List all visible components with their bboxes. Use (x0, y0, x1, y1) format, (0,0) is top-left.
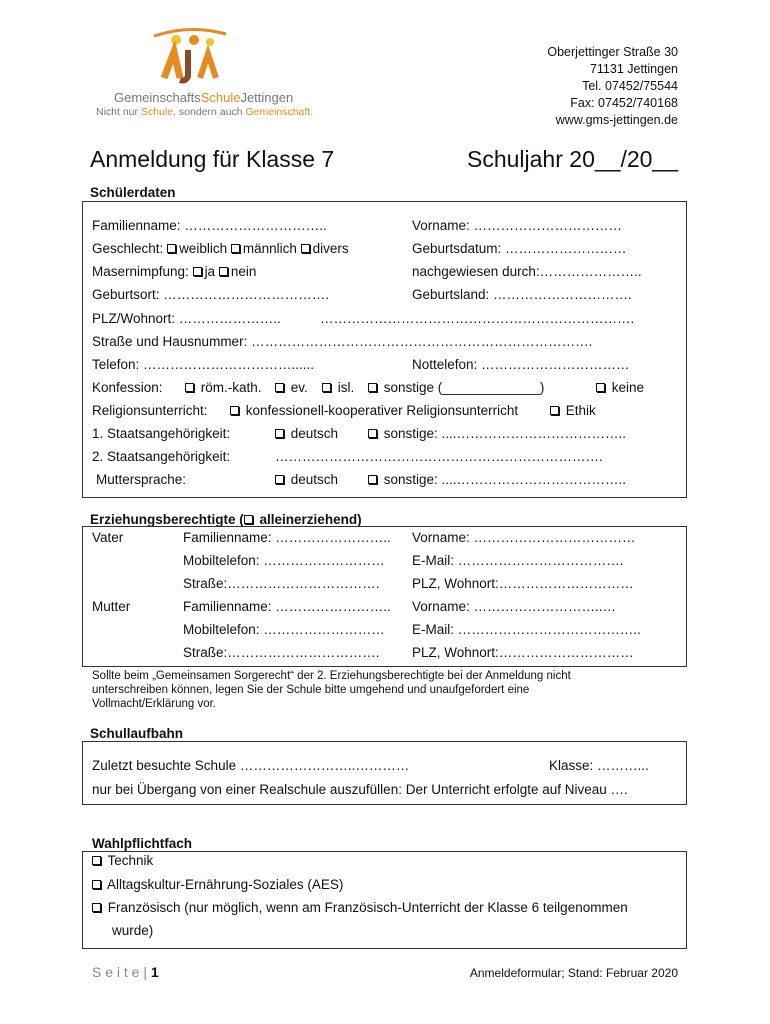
mutter-vorname[interactable]: Vorname: ………………………..… (412, 599, 617, 614)
section-heading-erziehungsberechtigte: Erziehungsberechtigte ( alleinerziehend) (90, 512, 362, 527)
nachgewiesen-field[interactable]: nachgewiesen durch:………………….. (412, 264, 642, 279)
address-phone: Tel. 07452/75544 (582, 79, 678, 93)
konfession-keine (596, 380, 644, 396)
klasse-field[interactable]: Klasse: ………... (549, 758, 649, 773)
option-staat1-deutsch: deutsch (290, 426, 339, 441)
option-maennlich: männlich (242, 241, 297, 256)
checkbox-maennlich[interactable] (231, 244, 240, 253)
staat1-label: 1. Staatsangehörigkeit: (92, 426, 231, 441)
geschlecht-label: Geschlecht: (92, 241, 164, 256)
strasse-field[interactable]: Straße und Hausnummer: …………………………………………………………………. (92, 334, 593, 349)
note-line-2: unterschreiben können, legen Sie der Schule bitte umgehend und unaufgefordert eine (92, 684, 530, 696)
konfession-sonstige (368, 380, 544, 396)
option-mutter-sonstige: sonstige: ....……………………………….. (383, 472, 627, 487)
plz-wohnort-field[interactable]: PLZ/Wohnort: ………………….. (92, 311, 281, 326)
checkbox-weiblich[interactable] (167, 244, 176, 253)
plz-wohnort-dots[interactable]: ……………………………………………………………. (320, 311, 635, 326)
religion-ethik (550, 403, 596, 419)
option-keine: keine (611, 380, 645, 395)
footer-seite-label: S e i t e (92, 964, 140, 980)
option-konfessionell: konfessionell-kooperativer Religionsunterricht (245, 403, 519, 418)
option-franzoesisch: Französisch (nur möglich, wenn am Französisch-Unterricht der Klasse 6 teilgenommen (107, 900, 628, 915)
logo-tagline: Nicht nur Schule, sondern auch Gemeinschaft. (96, 106, 314, 118)
muttersprache-sonstige (368, 472, 626, 488)
option-weiblich: weiblich (179, 241, 228, 256)
option-ja: ja (204, 264, 216, 279)
zuletzt-besuchte-schule-field[interactable]: Zuletzt besuchte Schule ……………………..………… (92, 758, 410, 773)
logo-name: GemeinschaftsSchuleJettingen (114, 90, 294, 105)
konfession-rk (185, 380, 262, 396)
vater-vorname[interactable]: Vorname: ……………………………… (412, 530, 636, 545)
checkbox-mutter-deutsch[interactable] (275, 475, 284, 484)
staat1-deutsch (275, 426, 338, 442)
option-staat1-sonstige: sonstige: ....……………………………….. (383, 426, 627, 441)
mutter-familienname[interactable]: Familienname: …………………….. (183, 599, 391, 614)
sorgerecht-note (92, 669, 571, 711)
address-city: 71131 Jettingen (589, 62, 678, 76)
checkbox-roem-kath[interactable] (185, 383, 194, 392)
checkbox-masern-nein[interactable] (219, 267, 228, 276)
footer-page: S e i t e | 1 (92, 964, 159, 980)
school-year-title: Schuljahr 20__/20__ (467, 146, 678, 172)
option-aes: Alltagskultur-Ernährung-Soziales (AES) (107, 877, 344, 892)
checkbox-divers[interactable] (301, 244, 310, 253)
religion-label: Religionsunterricht: (92, 403, 208, 418)
vorname-field[interactable]: Vorname: …………………………… (412, 218, 623, 233)
geschlecht-row (92, 241, 349, 257)
checkbox-sonstige[interactable] (368, 383, 377, 392)
logo-figures-icon (150, 26, 230, 84)
option-ev: ev. (290, 380, 308, 395)
nottelefon-field[interactable]: Nottelefon: …………………………… (412, 357, 630, 372)
option-roem-kath: röm.-kath. (200, 380, 262, 395)
muttersprache-label: Muttersprache: (96, 472, 187, 487)
option-sonstige: sonstige (_____________) (383, 380, 545, 395)
checkbox-ethik[interactable] (550, 406, 559, 415)
checkbox-masern-ja[interactable] (193, 267, 202, 276)
vater-label: Vater (92, 530, 124, 545)
footer-page-number: 1 (150, 964, 159, 980)
school-address (547, 44, 678, 129)
checkbox-isl[interactable] (322, 383, 331, 392)
wahl-aes (92, 877, 343, 893)
staat2-label: 2. Staatsangehörigkeit: (92, 449, 231, 464)
section-heading-wahlpflichtfach: Wahlpflichtfach (92, 836, 192, 851)
checkbox-staat1-sonstige[interactable] (368, 429, 377, 438)
school-logo (150, 26, 230, 84)
vater-mobil[interactable]: Mobiltelefon: ……………………… (183, 553, 385, 568)
address-street: Oberjettinger Straße 30 (547, 45, 678, 59)
address-web: www.gms-jettingen.de (555, 113, 678, 127)
vater-plz[interactable]: PLZ, Wohnort:………………………… (412, 576, 634, 591)
religion-konfessionell (230, 403, 518, 419)
section-heading-schuelerdaten: Schülerdaten (90, 185, 176, 200)
mutter-mobil[interactable]: Mobiltelefon: ……………………… (183, 622, 385, 637)
masern-label: Masernimpfung: (92, 264, 189, 279)
staat1-sonstige (368, 426, 626, 442)
staat2-field[interactable]: ………………………………………………………………. (275, 449, 603, 464)
mutter-label: Mutter (92, 599, 131, 614)
wahl-franzoesisch-cont: wurde) (112, 923, 154, 938)
note-line-3: Vollmacht/Erklärung vor. (92, 698, 217, 710)
vater-email[interactable]: E-Mail: ………………………………. (412, 553, 624, 568)
konfession-isl (322, 380, 354, 396)
checkbox-aes[interactable] (92, 880, 101, 889)
mutter-email[interactable]: E-Mail: ………………………………….. (412, 622, 641, 637)
checkbox-keine[interactable] (596, 383, 605, 392)
konfession-ev (275, 380, 308, 396)
mutter-strasse[interactable]: Straße:……………………………. (183, 645, 380, 660)
note-line-1: Sollte beim „Gemeinsamen Sorgerecht“ der 2. Erziehungsberechtigte bei der Anmeldung nicht (92, 670, 571, 682)
section-heading-schullaufbahn: Schullaufbahn (90, 726, 184, 741)
geburtsort-field[interactable]: Geburtsort: ………………………………. (92, 287, 330, 302)
option-nein: nein (230, 264, 257, 279)
wahl-technik (92, 853, 153, 869)
niveau-field[interactable]: nur bei Übergang von einer Realschule auszufüllen: Der Unterricht erfolgte auf Niveau …. (92, 782, 628, 797)
telefon-field[interactable]: Telefon: ……………………………...... (92, 357, 315, 372)
checkbox-mutter-sonstige[interactable] (368, 475, 377, 484)
option-mutter-deutsch: deutsch (290, 472, 339, 487)
familienname-field[interactable]: Familienname: ………………………….. (92, 218, 327, 233)
vater-strasse[interactable]: Straße:……………………………. (183, 576, 380, 591)
konfession-label: Konfession: (92, 380, 163, 395)
geburtsdatum-field[interactable]: Geburtsdatum: ……………………… (412, 241, 627, 256)
geburtsland-field[interactable]: Geburtsland: …………………………. (412, 287, 632, 302)
checkbox-konfessionell[interactable] (230, 406, 239, 415)
masernimpfung-row (92, 264, 256, 280)
footer-stand: Anmeldeformular; Stand: Februar 2020 (469, 966, 678, 980)
wahl-franzoesisch (92, 900, 628, 916)
option-divers: divers (312, 241, 349, 256)
checkbox-alleinerziehend[interactable] (244, 515, 253, 524)
checkbox-franzoesisch[interactable] (92, 903, 101, 912)
checkbox-technik[interactable] (92, 856, 101, 865)
form-title: Anmeldung für Klasse 7 (90, 146, 335, 172)
option-ethik: Ethik (565, 403, 596, 418)
vater-familienname[interactable]: Familienname: …………………….. (183, 530, 391, 545)
muttersprache-deutsch (275, 472, 338, 488)
option-isl: isl. (337, 380, 355, 395)
mutter-plz[interactable]: PLZ, Wohnort:………………………… (412, 645, 634, 660)
checkbox-ev[interactable] (275, 383, 284, 392)
checkbox-staat1-deutsch[interactable] (275, 429, 284, 438)
address-fax: Fax: 07452/740168 (570, 96, 678, 110)
option-technik: Technik (107, 853, 154, 868)
